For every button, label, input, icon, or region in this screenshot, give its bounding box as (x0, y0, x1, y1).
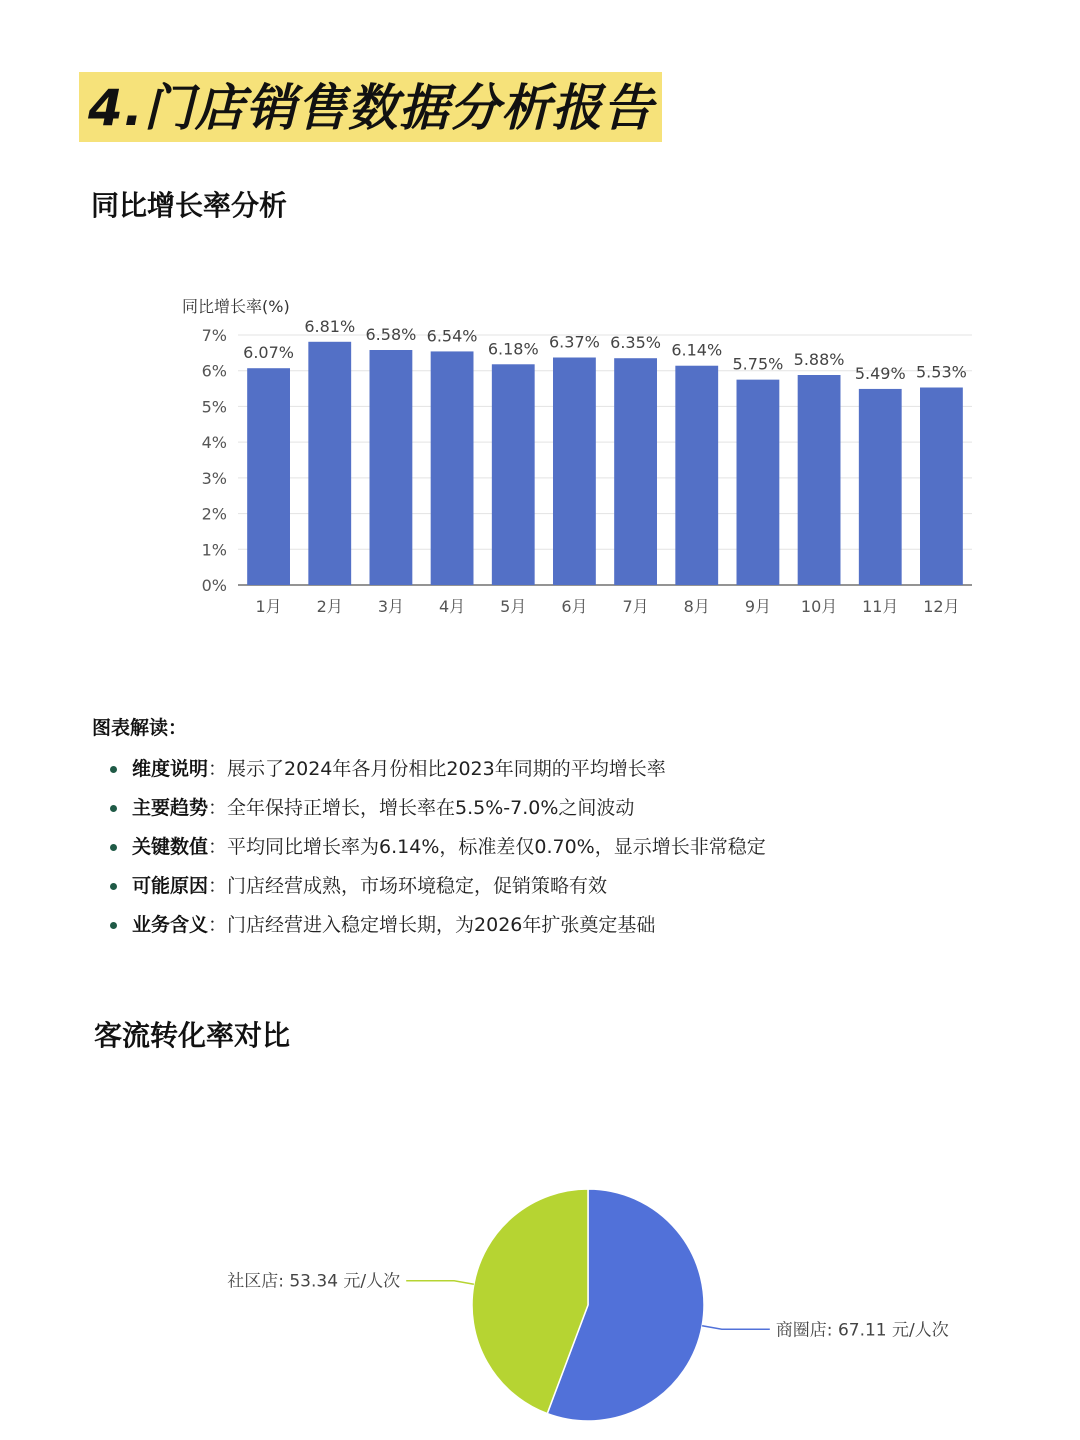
bar (614, 358, 657, 585)
yoy-growth-bar-chart (0, 280, 1080, 630)
x-tick-label: 3月 (377, 597, 405, 616)
conversion-pie-chart (0, 1150, 1080, 1440)
data-label: 5.88% (793, 350, 845, 369)
slice-label: 社区店: 53.34 元/人次 (227, 1271, 401, 1292)
interpretation-item (110, 832, 766, 871)
bar (675, 366, 718, 585)
leader-line (702, 1326, 770, 1330)
data-label: 6.58% (365, 325, 417, 344)
interpretation-item (110, 793, 766, 832)
x-tick-label: 10月 (800, 597, 838, 616)
data-label: 6.54% (426, 326, 478, 346)
bullet-icon (110, 922, 117, 929)
interpretation-text: ：门店经营成熟，市场环境稳定，促销策略有效 (208, 875, 608, 897)
x-tick-label: 2月 (316, 597, 343, 616)
bar (431, 351, 474, 585)
x-tick-label: 6月 (561, 597, 588, 616)
y-tick-label: 1% (201, 540, 227, 560)
interpretation-text: ：门店经营进入稳定增长期，为2026年扩张奠定基础 (208, 914, 656, 936)
bar (859, 389, 902, 585)
interpretation-key: 关键数值 (132, 836, 209, 858)
data-label: 5.75% (732, 354, 784, 374)
bar (553, 358, 596, 586)
x-tick-label: 8月 (683, 597, 710, 616)
slice-label: 商圈店: 67.11 元/人次 (775, 1320, 949, 1341)
bar (798, 375, 841, 585)
data-label: 6.07% (243, 343, 294, 363)
data-label: 5.53% (916, 362, 967, 382)
data-label: 6.14% (671, 340, 723, 360)
y-axis-label: 同比增长率(%) (182, 297, 290, 316)
y-tick-label: 2% (201, 504, 227, 524)
bullet-icon (110, 805, 117, 812)
page-title: 4.门店销售数据分析报告 (88, 79, 654, 137)
x-tick-label: 4月 (438, 597, 466, 616)
bullet-icon (110, 844, 117, 851)
interpretation-item (110, 910, 766, 949)
x-tick-label: 1月 (255, 597, 282, 616)
interpretation-key: 可能原因 (132, 875, 209, 897)
y-tick-label: 5% (201, 397, 227, 417)
data-label: 6.81% (304, 316, 356, 336)
interpretation-text: ：展示了2024年各月份相比2023年同期的平均增长率 (208, 758, 666, 780)
interpretation-text: ：平均同比增长率为6.14%，标准差仅0.70%，显示增长非常稳定 (208, 836, 766, 858)
bullet-icon (110, 883, 117, 890)
bullet-icon (110, 766, 117, 773)
interpretation-item (110, 871, 766, 910)
interpretation-key: 业务含义 (132, 914, 209, 936)
section-title-conversion: 客流转化率对比 (94, 1019, 291, 1052)
x-tick-label: 12月 (923, 597, 960, 616)
y-tick-label: 4% (201, 433, 227, 453)
y-tick-label: 0% (201, 576, 227, 595)
interpretation-item (110, 754, 766, 793)
interpretation-list (110, 754, 766, 949)
y-tick-label: 6% (201, 361, 227, 381)
interpretation-title: 图表解读： (92, 717, 188, 739)
data-label: 5.49% (854, 363, 906, 383)
y-tick-label: 3% (201, 468, 227, 488)
data-label: 6.37% (549, 332, 600, 352)
interpretation-text: ：全年保持正增长，增长率在5.5%-7.0%之间波动 (208, 797, 635, 819)
section-title-yoy-growth: 同比增长率分析 (91, 189, 288, 222)
bar (492, 364, 535, 585)
x-tick-label: 5月 (500, 597, 527, 616)
data-label: 6.35% (610, 333, 661, 353)
bar (737, 380, 780, 585)
x-tick-label: 11月 (862, 597, 899, 616)
bar (370, 350, 413, 585)
bar (247, 368, 290, 585)
leader-line (406, 1281, 474, 1285)
interpretation-key: 维度说明 (132, 758, 209, 780)
y-tick-label: 7% (201, 326, 227, 345)
bar (920, 388, 963, 586)
bar (308, 342, 351, 585)
x-tick-label: 9月 (744, 597, 772, 616)
x-tick-label: 7月 (622, 597, 649, 616)
interpretation-key: 主要趋势 (132, 797, 209, 819)
data-label: 6.18% (487, 339, 539, 359)
